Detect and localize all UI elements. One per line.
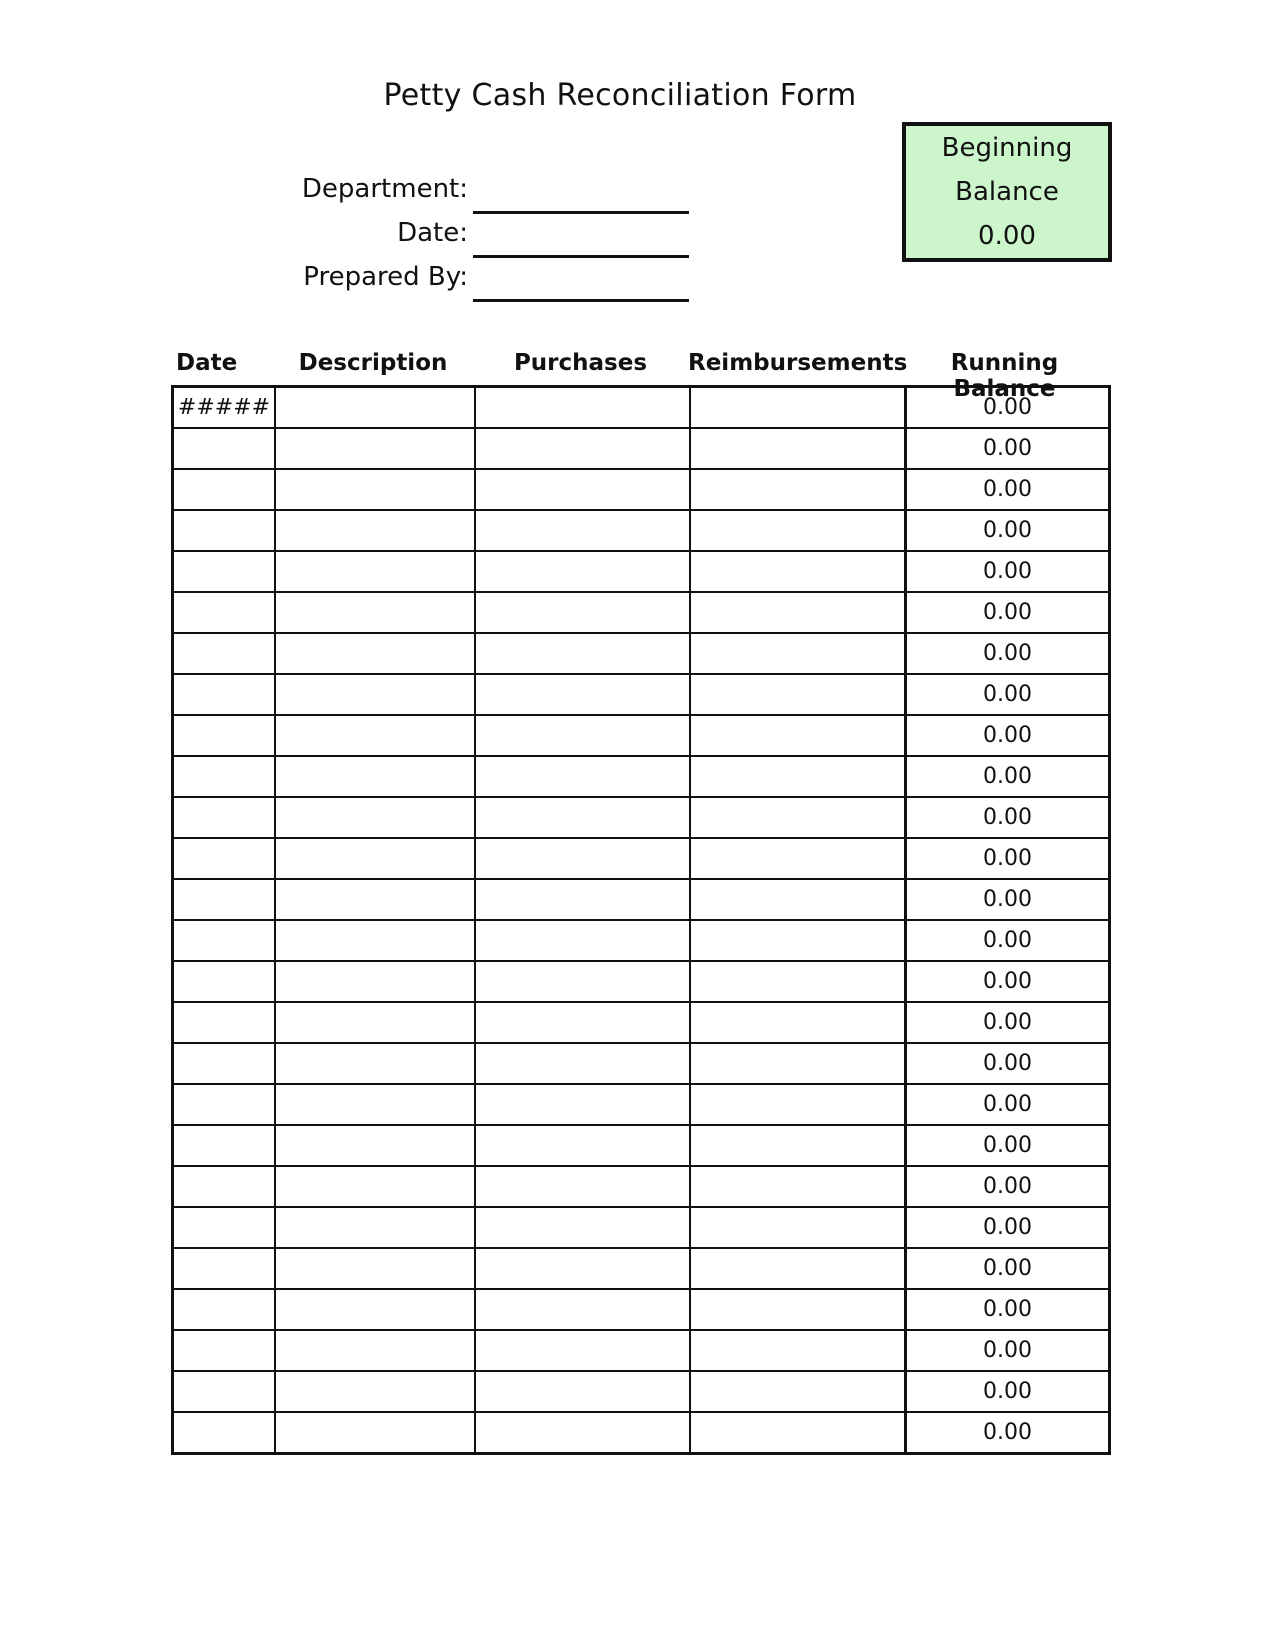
- purchases-cell[interactable]: [475, 920, 690, 961]
- running-balance-cell[interactable]: 0.00: [906, 1289, 1110, 1330]
- description-cell[interactable]: [275, 879, 475, 920]
- reimbursements-cell[interactable]: [690, 551, 906, 592]
- running-balance-cell[interactable]: 0.00: [906, 469, 1110, 510]
- purchases-cell[interactable]: [475, 1043, 690, 1084]
- description-cell[interactable]: [275, 1207, 475, 1248]
- table-row: [173, 469, 1110, 510]
- description-cell[interactable]: [275, 551, 475, 592]
- reimbursements-cell[interactable]: [690, 756, 906, 797]
- date-cell[interactable]: [173, 674, 276, 715]
- description-cell[interactable]: [275, 756, 475, 797]
- description-cell[interactable]: [275, 1412, 475, 1454]
- date-cell[interactable]: [173, 1125, 276, 1166]
- table-row: [173, 387, 1110, 429]
- table-row: [173, 1289, 1110, 1330]
- description-cell[interactable]: [275, 592, 475, 633]
- date-cell[interactable]: [173, 428, 276, 469]
- description-cell[interactable]: [275, 674, 475, 715]
- running-balance-cell[interactable]: 0.00: [906, 715, 1110, 756]
- description-cell[interactable]: [275, 920, 475, 961]
- reimbursements-cell[interactable]: [690, 838, 906, 879]
- beginning-balance-label-line1: Beginning: [941, 133, 1073, 163]
- purchases-cell[interactable]: [475, 961, 690, 1002]
- date-cell[interactable]: [173, 1166, 276, 1207]
- reimbursements-cell[interactable]: [690, 674, 906, 715]
- table-row: [173, 551, 1110, 592]
- col-header-purchases: Purchases: [513, 350, 648, 376]
- running-balance-cell[interactable]: 0.00: [906, 797, 1110, 838]
- ledger-body: [173, 387, 1110, 1454]
- running-balance-cell[interactable]: 0.00: [906, 1043, 1110, 1084]
- description-cell[interactable]: [275, 1330, 475, 1371]
- running-balance-cell[interactable]: 0.00: [906, 1002, 1110, 1043]
- table-row: [173, 879, 1110, 920]
- date-cell[interactable]: [173, 920, 276, 961]
- running-balance-cell[interactable]: 0.00: [906, 387, 1110, 429]
- running-balance-cell[interactable]: 0.00: [906, 1412, 1110, 1454]
- running-balance-cell[interactable]: 0.00: [906, 1166, 1110, 1207]
- purchases-cell[interactable]: [475, 551, 690, 592]
- table-row: [173, 1207, 1110, 1248]
- purchases-cell[interactable]: [475, 1125, 690, 1166]
- reimbursements-cell[interactable]: [690, 1248, 906, 1289]
- description-cell[interactable]: [275, 428, 475, 469]
- table-row: [173, 1330, 1110, 1371]
- purchases-cell[interactable]: [475, 1330, 690, 1371]
- reimbursements-cell[interactable]: [690, 469, 906, 510]
- date-field[interactable]: [473, 255, 689, 258]
- date-cell[interactable]: [173, 879, 276, 920]
- running-balance-cell[interactable]: 0.00: [906, 510, 1110, 551]
- running-balance-cell[interactable]: 0.00: [906, 1207, 1110, 1248]
- purchases-cell[interactable]: [475, 1289, 690, 1330]
- running-balance-cell[interactable]: 0.00: [906, 428, 1110, 469]
- table-row: [173, 920, 1110, 961]
- reimbursements-cell[interactable]: [690, 592, 906, 633]
- reimbursements-cell[interactable]: [690, 715, 906, 756]
- date-cell[interactable]: [173, 1412, 276, 1454]
- date-cell[interactable]: #####: [173, 387, 276, 429]
- reimbursements-cell[interactable]: [690, 879, 906, 920]
- purchases-cell[interactable]: [475, 633, 690, 674]
- reimbursements-cell[interactable]: [690, 1125, 906, 1166]
- running-balance-cell[interactable]: 0.00: [906, 551, 1110, 592]
- running-balance-cell[interactable]: 0.00: [906, 1330, 1110, 1371]
- date-cell[interactable]: [173, 797, 276, 838]
- purchases-cell[interactable]: [475, 1371, 690, 1412]
- description-cell[interactable]: [275, 961, 475, 1002]
- table-row: [173, 1371, 1110, 1412]
- table-row: [173, 1084, 1110, 1125]
- date-cell[interactable]: [173, 1084, 276, 1125]
- running-balance-cell[interactable]: 0.00: [906, 838, 1110, 879]
- date-label: Date:: [397, 218, 468, 248]
- reimbursements-cell[interactable]: [690, 510, 906, 551]
- table-row: [173, 756, 1110, 797]
- date-cell[interactable]: [173, 1289, 276, 1330]
- description-cell[interactable]: [275, 1248, 475, 1289]
- reimbursements-cell[interactable]: [690, 961, 906, 1002]
- description-cell[interactable]: [275, 1125, 475, 1166]
- purchases-cell[interactable]: [475, 838, 690, 879]
- date-cell[interactable]: [173, 592, 276, 633]
- running-balance-cell[interactable]: 0.00: [906, 1248, 1110, 1289]
- date-cell[interactable]: [173, 1248, 276, 1289]
- beginning-balance-box: [902, 122, 1112, 262]
- purchases-cell[interactable]: [475, 428, 690, 469]
- description-cell[interactable]: [275, 1371, 475, 1412]
- table-row: [173, 715, 1110, 756]
- purchases-cell[interactable]: [475, 797, 690, 838]
- running-balance-cell[interactable]: 0.00: [906, 1084, 1110, 1125]
- reimbursements-cell[interactable]: [690, 1289, 906, 1330]
- date-cell[interactable]: [173, 1002, 276, 1043]
- reimbursements-cell[interactable]: [690, 1002, 906, 1043]
- running-balance-cell[interactable]: 0.00: [906, 674, 1110, 715]
- purchases-cell[interactable]: [475, 1166, 690, 1207]
- prepared-by-field[interactable]: [473, 299, 689, 302]
- date-cell[interactable]: [173, 510, 276, 551]
- description-cell[interactable]: [275, 510, 475, 551]
- running-balance-cell[interactable]: 0.00: [906, 1125, 1110, 1166]
- reimbursements-cell[interactable]: [690, 1084, 906, 1125]
- purchases-cell[interactable]: [475, 592, 690, 633]
- description-cell[interactable]: [275, 1289, 475, 1330]
- table-row: [173, 1125, 1110, 1166]
- purchases-cell[interactable]: [475, 756, 690, 797]
- description-cell[interactable]: [275, 1084, 475, 1125]
- beginning-balance-value[interactable]: 0.00: [978, 221, 1036, 251]
- date-cell[interactable]: [173, 469, 276, 510]
- description-cell[interactable]: [275, 838, 475, 879]
- description-cell[interactable]: [275, 1043, 475, 1084]
- reimbursements-cell[interactable]: [690, 1043, 906, 1084]
- date-cell[interactable]: [173, 756, 276, 797]
- purchases-cell[interactable]: [475, 715, 690, 756]
- description-cell[interactable]: [275, 387, 475, 429]
- table-row: [173, 1412, 1110, 1454]
- purchases-cell[interactable]: [475, 510, 690, 551]
- date-cell[interactable]: [173, 1043, 276, 1084]
- purchases-cell[interactable]: [475, 1412, 690, 1454]
- table-row: [173, 1043, 1110, 1084]
- reimbursements-cell[interactable]: [690, 428, 906, 469]
- description-cell[interactable]: [275, 797, 475, 838]
- col-header-description: Description: [298, 350, 448, 376]
- table-row: [173, 1002, 1110, 1043]
- reimbursements-cell[interactable]: [690, 387, 906, 429]
- reimbursements-cell[interactable]: [690, 633, 906, 674]
- purchases-cell[interactable]: [475, 674, 690, 715]
- purchases-cell[interactable]: [475, 1207, 690, 1248]
- table-row: [173, 428, 1110, 469]
- running-balance-cell[interactable]: 0.00: [906, 633, 1110, 674]
- table-row: [173, 510, 1110, 551]
- form-title: Petty Cash Reconciliation Form: [383, 78, 857, 113]
- purchases-cell[interactable]: [475, 1002, 690, 1043]
- reimbursements-cell[interactable]: [690, 1412, 906, 1454]
- description-cell[interactable]: [275, 469, 475, 510]
- purchases-cell[interactable]: [475, 387, 690, 429]
- date-cell[interactable]: [173, 1330, 276, 1371]
- col-header-reimbursements: Reimbursements: [688, 350, 908, 376]
- table-row: [173, 838, 1110, 879]
- purchases-cell[interactable]: [475, 1084, 690, 1125]
- reimbursements-cell[interactable]: [690, 1207, 906, 1248]
- reimbursements-cell[interactable]: [690, 920, 906, 961]
- date-cell[interactable]: [173, 1207, 276, 1248]
- table-row: [173, 633, 1110, 674]
- description-cell[interactable]: [275, 1166, 475, 1207]
- date-cell[interactable]: [173, 838, 276, 879]
- col-header-running-balance: Running Balance: [950, 350, 1059, 402]
- date-cell[interactable]: [173, 961, 276, 1002]
- date-cell[interactable]: [173, 1371, 276, 1412]
- department-field[interactable]: [473, 211, 689, 214]
- description-cell[interactable]: [275, 633, 475, 674]
- purchases-cell[interactable]: [475, 879, 690, 920]
- department-label: Department:: [301, 174, 468, 204]
- table-row: [173, 961, 1110, 1002]
- running-balance-cell[interactable]: 0.00: [906, 961, 1110, 1002]
- reimbursements-cell[interactable]: [690, 797, 906, 838]
- running-balance-cell[interactable]: 0.00: [906, 592, 1110, 633]
- table-row: [173, 797, 1110, 838]
- beginning-balance-label-line2: Balance: [955, 177, 1059, 207]
- table-row: [173, 1166, 1110, 1207]
- running-balance-cell[interactable]: 0.00: [906, 879, 1110, 920]
- ledger-table: [171, 385, 1111, 1455]
- reimbursements-cell[interactable]: [690, 1330, 906, 1371]
- running-balance-cell[interactable]: 0.00: [906, 920, 1110, 961]
- description-cell[interactable]: [275, 1002, 475, 1043]
- purchases-cell[interactable]: [475, 469, 690, 510]
- reimbursements-cell[interactable]: [690, 1166, 906, 1207]
- reimbursements-cell[interactable]: [690, 1371, 906, 1412]
- table-row: [173, 1248, 1110, 1289]
- purchases-cell[interactable]: [475, 1248, 690, 1289]
- col-header-date: Date: [176, 350, 238, 376]
- date-cell[interactable]: [173, 551, 276, 592]
- table-row: [173, 674, 1110, 715]
- table-row: [173, 592, 1110, 633]
- running-balance-cell[interactable]: 0.00: [906, 1371, 1110, 1412]
- description-cell[interactable]: [275, 715, 475, 756]
- running-balance-cell[interactable]: 0.00: [906, 756, 1110, 797]
- date-cell[interactable]: [173, 715, 276, 756]
- prepared-by-label: Prepared By:: [303, 262, 468, 292]
- date-cell[interactable]: [173, 633, 276, 674]
